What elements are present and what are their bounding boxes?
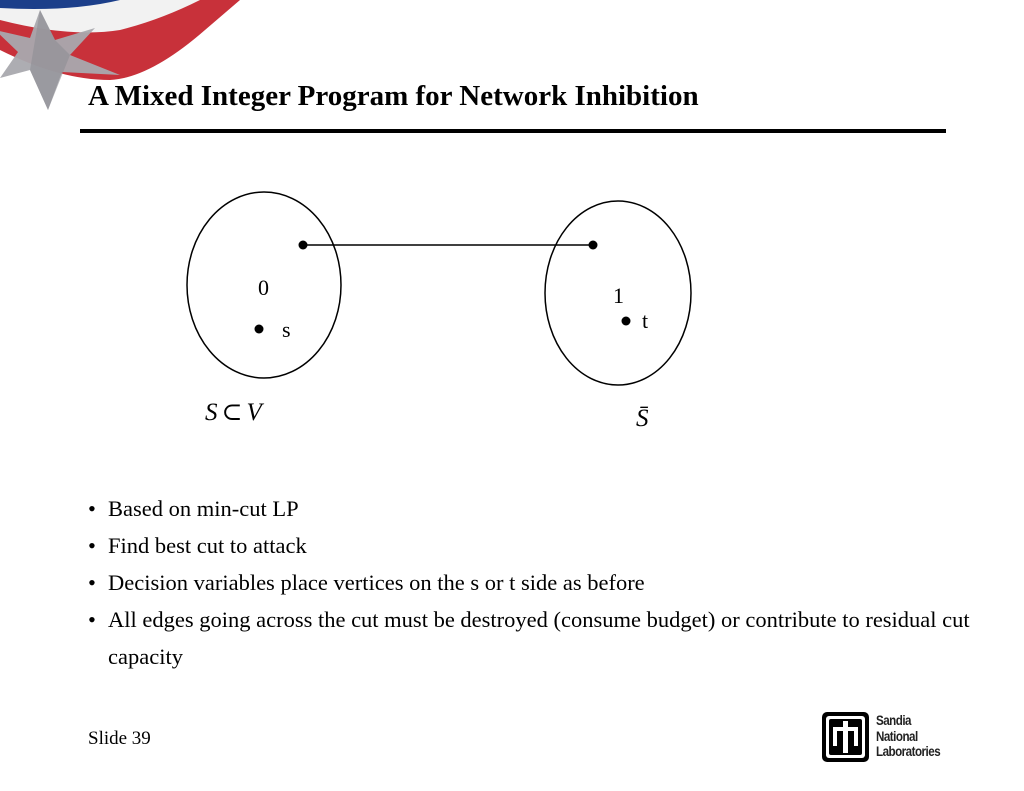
logo-line-1: Sandia bbox=[876, 713, 911, 728]
source-label: s bbox=[282, 317, 291, 342]
bullet-text: Based on min-cut LP bbox=[108, 496, 299, 521]
complement-set-label: S̄ bbox=[636, 405, 649, 432]
edge-endpoint-left bbox=[299, 241, 308, 250]
bullet-item: • All edges going across the cut must be destroyed (consume budget) or contribute to residual cut capacity bbox=[88, 607, 970, 669]
source-node bbox=[255, 325, 264, 334]
bullet-item: • Find best cut to attack bbox=[88, 533, 307, 558]
logo-wordmark bbox=[876, 713, 940, 760]
sandia-logo bbox=[822, 712, 946, 762]
formula-subset: ⊂ bbox=[221, 399, 243, 426]
logo-line-3: Laboratories bbox=[876, 744, 941, 759]
formula-V: V bbox=[246, 399, 262, 426]
sink-node bbox=[622, 317, 631, 326]
slide-number: Slide 39 bbox=[88, 728, 151, 749]
bullet-text: Find best cut to attack bbox=[108, 533, 307, 558]
sandia-thunderbird-icon bbox=[822, 712, 869, 762]
bullet-text: Decision variables place vertices on the s or t side as before bbox=[108, 570, 645, 595]
bullet-item: • Decision variables place vertices on the s or t side as before bbox=[88, 570, 645, 595]
edge-endpoint-right bbox=[589, 241, 598, 250]
left-set-value: 0 bbox=[258, 275, 269, 300]
logo-line-2: National bbox=[876, 728, 918, 744]
formula-S: S bbox=[205, 399, 218, 426]
slide-title: A Mixed Integer Program for Network Inhibition bbox=[88, 80, 699, 112]
bullet-text: All edges going across the cut must be destroyed (consume budget) or contribute to residual cut capacity bbox=[108, 607, 970, 669]
bullet-item: • Based on min-cut LP bbox=[88, 496, 299, 521]
bullet-list bbox=[88, 490, 988, 675]
sink-label: t bbox=[642, 308, 649, 333]
set-subset-formula bbox=[205, 399, 264, 426]
right-set-value: 1 bbox=[613, 283, 624, 308]
